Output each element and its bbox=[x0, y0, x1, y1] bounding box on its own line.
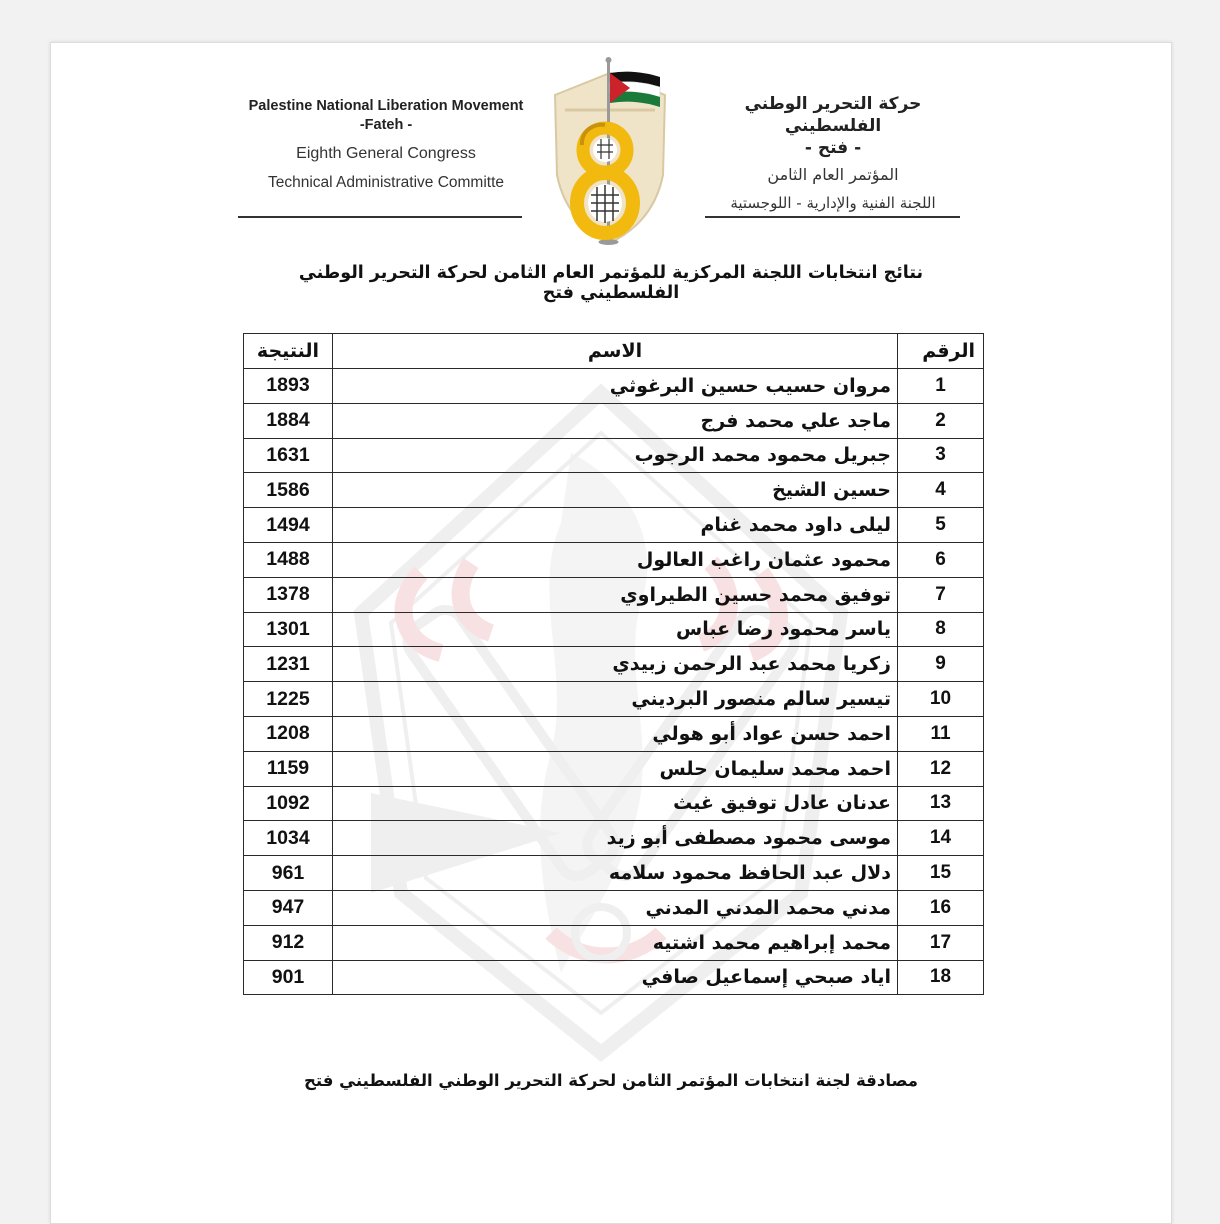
organization-short-arabic: - فتح - bbox=[804, 138, 862, 158]
row-number: 1 bbox=[898, 369, 984, 404]
table-row bbox=[244, 890, 984, 925]
row-number: 6 bbox=[898, 542, 984, 577]
header-divider-right bbox=[705, 216, 960, 218]
row-name: ياسر محمود رضا عباس bbox=[333, 612, 898, 647]
header-arabic bbox=[699, 93, 967, 213]
row-number: 10 bbox=[898, 682, 984, 717]
row-name: دلال عبد الحافظ محمود سلامه bbox=[333, 856, 898, 891]
certification-note: مصادقة لجنة انتخابات المؤتمر الثامن لحركة التحرير الوطني الفلسطيني فتح bbox=[304, 1071, 918, 1090]
organization-name-arabic: حركة التحرير الوطني الفلسطيني bbox=[744, 94, 922, 136]
row-name: جبريل محمود محمد الرجوب bbox=[333, 438, 898, 473]
row-name: حسين الشيخ bbox=[333, 473, 898, 508]
row-result: 901 bbox=[244, 960, 333, 995]
congress-name-arabic: المؤتمر العام الثامن bbox=[767, 165, 899, 184]
organization-short-english: -Fateh - bbox=[359, 117, 413, 133]
header-name: الاسم bbox=[333, 334, 898, 369]
row-number: 13 bbox=[898, 786, 984, 821]
row-number: 4 bbox=[898, 473, 984, 508]
row-name: مدني محمد المدني المدني bbox=[333, 890, 898, 925]
table-row bbox=[244, 925, 984, 960]
row-result: 1378 bbox=[244, 577, 333, 612]
table-row bbox=[244, 856, 984, 891]
row-result: 1092 bbox=[244, 786, 333, 821]
row-name: اياد صبحي إسماعيل صافي bbox=[333, 960, 898, 995]
table-header-row bbox=[244, 334, 984, 369]
table-row bbox=[244, 473, 984, 508]
row-name: عدنان عادل توفيق غيث bbox=[333, 786, 898, 821]
document-page bbox=[50, 42, 1172, 1224]
table-row bbox=[244, 542, 984, 577]
table-row bbox=[244, 508, 984, 543]
row-name: احمد حسن عواد أبو هولي bbox=[333, 716, 898, 751]
results-table bbox=[243, 333, 984, 995]
table-row bbox=[244, 716, 984, 751]
header-number: الرقم bbox=[898, 334, 984, 369]
row-name: ليلى داود محمد غنام bbox=[333, 508, 898, 543]
row-name: تيسير سالم منصور البرديني bbox=[333, 682, 898, 717]
row-number: 16 bbox=[898, 890, 984, 925]
row-number: 8 bbox=[898, 612, 984, 647]
table-row bbox=[244, 438, 984, 473]
row-name: موسى محمود مصطفى أبو زيد bbox=[333, 821, 898, 856]
row-number: 14 bbox=[898, 821, 984, 856]
row-result: 1225 bbox=[244, 682, 333, 717]
table-row bbox=[244, 786, 984, 821]
table-row bbox=[244, 821, 984, 856]
table-row bbox=[244, 647, 984, 682]
row-result: 1631 bbox=[244, 438, 333, 473]
table-row bbox=[244, 682, 984, 717]
row-name: مروان حسيب حسين البرغوثي bbox=[333, 369, 898, 404]
committee-name-english: Technical Administrative Committe bbox=[267, 174, 505, 191]
committee-name-arabic: اللجنة الفنية والإدارية - اللوجستية bbox=[730, 194, 936, 212]
row-result: 1231 bbox=[244, 647, 333, 682]
row-number: 18 bbox=[898, 960, 984, 995]
row-number: 5 bbox=[898, 508, 984, 543]
row-result: 1488 bbox=[244, 542, 333, 577]
row-number: 9 bbox=[898, 647, 984, 682]
header-english bbox=[236, 97, 536, 193]
table-row bbox=[244, 403, 984, 438]
row-name: احمد محمد سليمان حلس bbox=[333, 751, 898, 786]
row-number: 17 bbox=[898, 925, 984, 960]
row-result: 961 bbox=[244, 856, 333, 891]
row-number: 3 bbox=[898, 438, 984, 473]
row-result: 1159 bbox=[244, 751, 333, 786]
row-number: 11 bbox=[898, 716, 984, 751]
row-name: محمد إبراهيم محمد اشتيه bbox=[333, 925, 898, 960]
document-title: نتائج انتخابات اللجنة المركزية للمؤتمر العام الثامن لحركة التحرير الوطني الفلسطيني فتح bbox=[298, 263, 924, 303]
row-result: 1893 bbox=[244, 369, 333, 404]
row-result: 947 bbox=[244, 890, 333, 925]
table-row bbox=[244, 577, 984, 612]
congress-name-english: Eighth General Congress bbox=[296, 145, 476, 162]
row-name: زكريا محمد عبد الرحمن زبيدي bbox=[333, 647, 898, 682]
row-result: 1494 bbox=[244, 508, 333, 543]
header-result: النتيجة bbox=[244, 334, 333, 369]
row-name: محمود عثمان راغب العالول bbox=[333, 542, 898, 577]
row-number: 2 bbox=[898, 403, 984, 438]
organization-name-english: Palestine National Liberation Movement bbox=[248, 98, 524, 114]
row-result: 1586 bbox=[244, 473, 333, 508]
row-result: 1884 bbox=[244, 403, 333, 438]
row-name: توفيق محمد حسين الطيراوي bbox=[333, 577, 898, 612]
table-row bbox=[244, 369, 984, 404]
table-row bbox=[244, 751, 984, 786]
row-result: 1208 bbox=[244, 716, 333, 751]
row-number: 15 bbox=[898, 856, 984, 891]
row-result: 1034 bbox=[244, 821, 333, 856]
table-row bbox=[244, 612, 984, 647]
row-name: ماجد علي محمد فرج bbox=[333, 403, 898, 438]
row-result: 912 bbox=[244, 925, 333, 960]
table-row bbox=[244, 960, 984, 995]
fateh-eighth-congress-logo-icon bbox=[535, 55, 685, 250]
header-divider-left bbox=[238, 216, 522, 218]
row-result: 1301 bbox=[244, 612, 333, 647]
row-number: 7 bbox=[898, 577, 984, 612]
row-number: 12 bbox=[898, 751, 984, 786]
